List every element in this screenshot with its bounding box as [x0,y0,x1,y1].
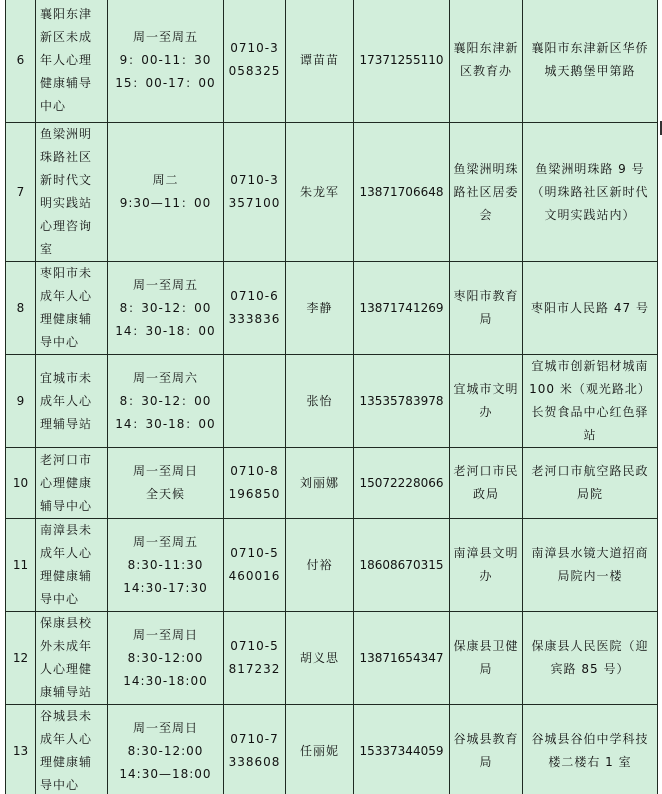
landline-phone: 0710-3357100 [224,123,286,262]
table-row [6,612,658,705]
mobile-phone: 18608670315 [354,519,450,612]
mobile-phone: 13871706648 [354,123,450,262]
address: 谷城县谷伯中学科技楼二楼右 1 室 [523,705,658,794]
row-number: 8 [6,262,36,355]
service-hours: 周一至周五 9：00-11：30 15：00-17：00 [108,0,224,123]
mobile-phone: 15337344059 [354,705,450,794]
responsible-dept: 枣阳市教育局 [450,262,523,355]
contact-person: 李静 [286,262,354,355]
contact-person: 付裕 [286,519,354,612]
table-row [6,448,658,519]
contact-person: 谭苗苗 [286,0,354,123]
contact-person: 张怡 [286,355,354,448]
responsible-dept: 鱼梁洲明珠路社区居委会 [450,123,523,262]
landline-phone: 0710-5817232 [224,612,286,705]
landline-phone: 0710-5460016 [224,519,286,612]
center-name: 老河口市心理健康辅导中心 [36,448,108,519]
responsible-dept: 宜城市文明办 [450,355,523,448]
mobile-phone: 13535783978 [354,355,450,448]
responsible-dept: 南漳县文明办 [450,519,523,612]
mobile-phone: 17371255110 [354,0,450,123]
contact-person: 任丽妮 [286,705,354,794]
contact-person: 胡义思 [286,612,354,705]
landline-phone: 0710-7338608 [224,705,286,794]
mobile-phone: 13871741269 [354,262,450,355]
table-row [6,123,658,262]
row-number: 10 [6,448,36,519]
center-name: 保康县校外未成年人心理健康辅导站 [36,612,108,705]
table-row [6,519,658,612]
service-hours: 周二 9:30—11：00 [108,123,224,262]
service-hours: 周一至周日 全天候 [108,448,224,519]
address: 宜城市创新铝材城南 100 米（观光路北）长贺食品中心红色驿站 [523,355,658,448]
counseling-centers-table [5,0,658,794]
landline-phone [224,355,286,448]
service-hours: 周一至周六 8：30-12：00 14：30-18：00 [108,355,224,448]
row-number: 6 [6,0,36,123]
contact-person: 刘丽娜 [286,448,354,519]
service-hours: 周一至周五 8:30-11:30 14:30-17:30 [108,519,224,612]
responsible-dept: 老河口市民政局 [450,448,523,519]
landline-phone: 0710-8196850 [224,448,286,519]
center-name: 宜城市未成年人心理辅导站 [36,355,108,448]
center-name: 南漳县未成年人心理健康辅导中心 [36,519,108,612]
address: 保康县人民医院（迎宾路 85 号） [523,612,658,705]
landline-phone: 0710-3058325 [224,0,286,123]
row-number: 7 [6,123,36,262]
row-number: 9 [6,355,36,448]
table-row [6,355,658,448]
responsible-dept: 保康县卫健局 [450,612,523,705]
responsible-dept: 谷城县教育局 [450,705,523,794]
mobile-phone: 13871654347 [354,612,450,705]
table-row [6,705,658,794]
address: 襄阳市东津新区华侨城天鹅堡甲第路 [523,0,658,123]
contact-person: 朱龙军 [286,123,354,262]
landline-phone: 0710-6333836 [224,262,286,355]
address: 鱼梁洲明珠路 9 号（明珠路社区新时代文明实践站内） [523,123,658,262]
center-name: 枣阳市未成年人心理健康辅导中心 [36,262,108,355]
service-hours: 周一至周日 8:30-12:00 14:30-18:00 [108,612,224,705]
table-row [6,262,658,355]
address: 南漳县水镜大道招商局院内一楼 [523,519,658,612]
center-name: 谷城县未成年人心理健康辅导中心 [36,705,108,794]
table-row [6,0,658,123]
row-number: 12 [6,612,36,705]
center-name: 襄阳东津新区未成年人心理健康辅导中心 [36,0,108,123]
row-number: 11 [6,519,36,612]
address: 老河口市航空路民政局院 [523,448,658,519]
service-hours: 周一至周日 8:30-12:00 14:30—18:00 [108,705,224,794]
address: 枣阳市人民路 47 号 [523,262,658,355]
responsible-dept: 襄阳东津新区教育办 [450,0,523,123]
center-name: 鱼梁洲明珠路社区新时代文明实践站心理咨询室 [36,123,108,262]
service-hours: 周一至周五 8：30-12：00 14：30-18：00 [108,262,224,355]
mobile-phone: 15072228066 [354,448,450,519]
row-number: 13 [6,705,36,794]
